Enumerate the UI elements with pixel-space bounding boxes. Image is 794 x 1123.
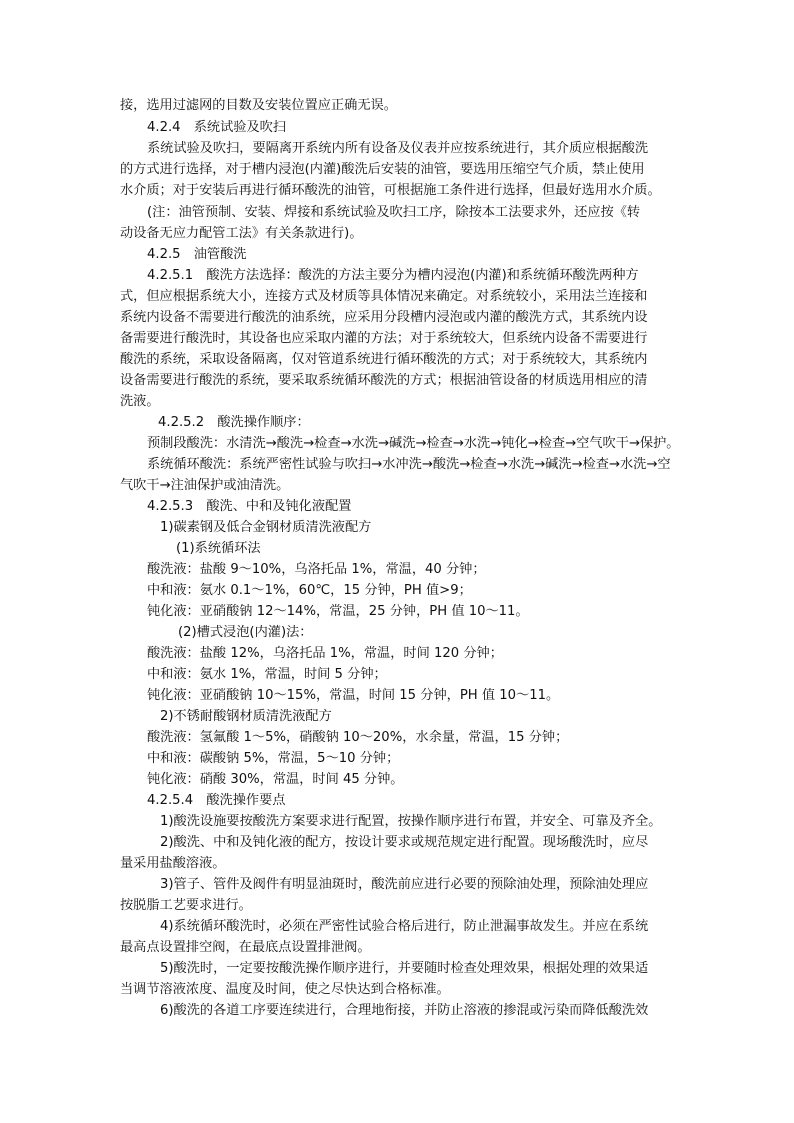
text-line: 钝化液：亚硝酸钠 10～15%，常温，时间 15 分钟，PH 值 10～11。 bbox=[147, 688, 560, 703]
text-line: 2)酸洗、中和及钝化液的配方，按设计要求或规范规定进行配置。现场酸洗时，应尽 bbox=[160, 835, 649, 850]
text-line: 动设备无应力配管工法》有关条款进行)。 bbox=[120, 226, 363, 241]
sub-heading: 1)碳素钢及低合金钢材质清洗液配方 bbox=[160, 520, 372, 535]
section-heading-4-2-5: 4.2.5 油管酸洗 bbox=[147, 247, 247, 262]
text-line: 最高点设置排空阀，在最底点设置排泄阀。 bbox=[120, 940, 371, 955]
text-line: 钝化液：硝酸 30%，常温，时间 45 分钟。 bbox=[147, 772, 404, 787]
text-line: 钝化液：亚硝酸钠 12～14%，常温，25 分钟，PH 值 10～11。 bbox=[147, 604, 529, 619]
text-line: 洗液。 bbox=[120, 394, 160, 409]
text-line: 酸洗液：盐酸 12%，乌洛托品 1%，常温，时间 120 分钟； bbox=[147, 646, 503, 661]
text-line: 5)酸洗时，一定要按酸洗操作顺序进行，并要随时检查处理效果，根据处理的效果适 bbox=[160, 961, 649, 976]
section-heading-4-2-5-3: 4.2.5.3 酸洗、中和及钝化液配置 bbox=[147, 499, 352, 514]
text-line: 系统内设备不需要进行酸洗的油系统，应采用分段槽内浸泡或内灌的酸洗方式，其系统内设 bbox=[120, 310, 648, 325]
text-line: 气吹干→注油保护或油清洗。 bbox=[120, 478, 290, 493]
text-line: 4.2.5.1 酸洗方法选择：酸洗的方法主要分为槽内浸泡(内灌)和系统循环酸洗两种方 bbox=[147, 268, 639, 283]
text-line: 量采用盐酸溶液。 bbox=[120, 856, 226, 871]
sub-heading: (2)槽式浸泡(内灌)法： bbox=[178, 625, 313, 640]
text-line: 水介质；对于安装后再进行循环酸洗的油管，可根据施工条件进行选择，但最好选用水介质。 bbox=[120, 183, 661, 198]
text-line: 预制段酸洗：水清洗→酸洗→检查→水洗→碱洗→检查→水洗→钝化→检查→空气吹干→保护。 bbox=[147, 436, 680, 451]
text-line: 接，选用过滤网的目数及安装位置应正确无误。 bbox=[120, 98, 397, 113]
text-line: 按脱脂工艺要求进行。 bbox=[120, 898, 252, 913]
text-line: 酸洗的系统，采取设备隔离，仅对管道系统进行循环酸洗的方式；对于系统较大，其系统内 bbox=[120, 352, 648, 367]
text-line: 中和液：氨水 1%，常温，时间 5 分钟； bbox=[147, 667, 387, 682]
sub-heading: (1)系统循环法 bbox=[176, 541, 261, 556]
text-line: 酸洗液：盐酸 9～10%，乌洛托品 1%，常温，40 分钟； bbox=[147, 562, 486, 577]
section-heading-4-2-5-2: 4.2.5.2 酸洗操作顺序： bbox=[158, 415, 310, 430]
text-line: 当调节溶液浓度、温度及时间，使之尽快达到合格标准。 bbox=[120, 982, 450, 997]
text-line: 4)系统循环酸洗时，必须在严密性试验合格后进行，防止泄漏事故发生。并应在系统 bbox=[160, 919, 649, 934]
sub-heading: 2)不锈耐酸钢材质清洗液配方 bbox=[160, 709, 332, 724]
text-line: 系统试验及吹扫，要隔离开系统内所有设备及仪表并应按系统进行，其介质应根据酸洗 bbox=[147, 141, 649, 156]
section-heading-4-2-4: 4.2.4 系统试验及吹扫 bbox=[147, 120, 287, 135]
text-line: 6)酸洗的各道工序要连续进行，合理地衔接，并防止溶液的掺混或污染而降低酸洗效 bbox=[160, 1003, 649, 1018]
text-line: 3)管子、管件及阀件有明显油斑时，酸洗前应进行必要的预除油处理，预除油处理应 bbox=[160, 877, 649, 892]
text-line: 酸洗液：氢氟酸 1～5%，硝酸钠 10～20%，水余量，常温，15 分钟； bbox=[147, 730, 569, 745]
text-line: 的方式进行选择，对于槽内浸泡(内灌)酸洗后安装的油管，要选用压缩空气介质，禁止使用 bbox=[120, 162, 645, 177]
text-line: 1)酸洗设施要按酸洗方案要求进行配置，按操作顺序进行布置，并安全、可靠及齐全。 bbox=[160, 814, 662, 829]
text-line: 系统循环酸洗：系统严密性试验与吹扫→水冲洗→酸洗→检查→水洗→碱洗→检查→水洗→空 bbox=[147, 457, 671, 472]
text-line: 中和液：碳酸钠 5%，常温，5～10 分钟； bbox=[147, 751, 400, 766]
text-line: (注：油管预制、安装、焊接和系统试验及吹扫工序，除按本工法要求外，还应按《转 bbox=[147, 205, 641, 220]
section-heading-4-2-5-4: 4.2.5.4 酸洗操作要点 bbox=[147, 793, 286, 808]
text-line: 中和液：氨水 0.1～1%，60℃，15 分钟，PH 值>9； bbox=[147, 583, 472, 598]
text-line: 设备需要进行酸洗的系统，要采取系统循环酸洗的方式；根据油管设备的材质选用相应的清 bbox=[120, 373, 648, 388]
text-line: 式，但应根据系统大小，连接方式及材质等具体情况来确定。对系统较小，采用法兰连接和 bbox=[120, 289, 648, 304]
text-line: 备需要进行酸洗时，其设备也应采取内灌的方法；对于系统较大，但系统内设备不需要进行 bbox=[120, 331, 648, 346]
